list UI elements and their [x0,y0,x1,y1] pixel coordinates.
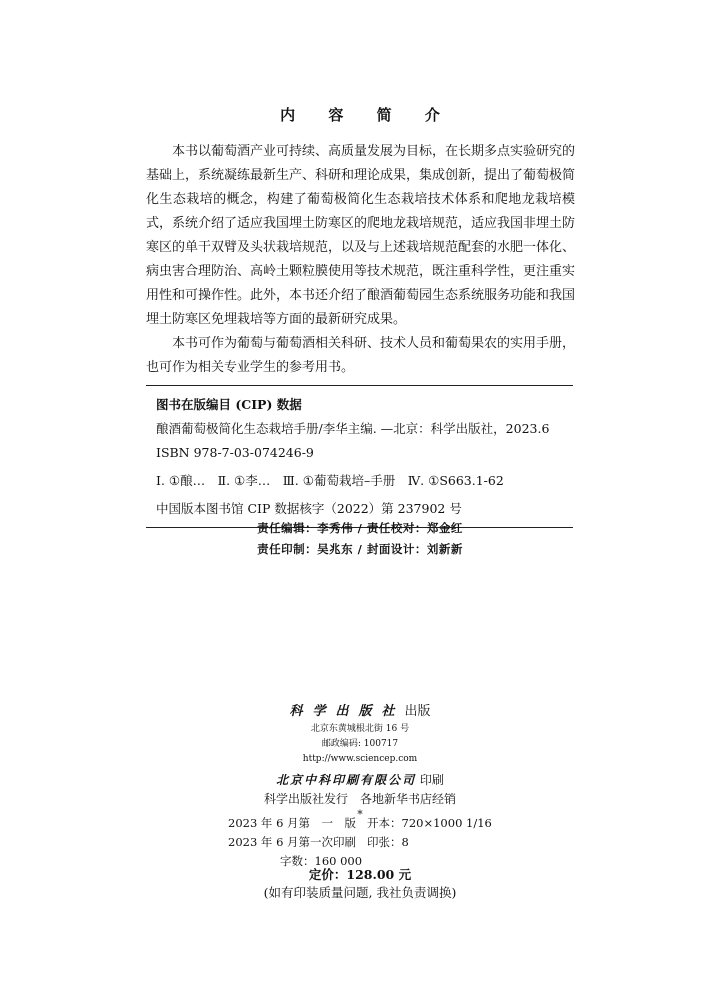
publisher-block [0,702,720,822]
separator-star: * [357,808,363,821]
quality-notice: (如有印装质量问题, 我社负责调换) [263,885,457,900]
cip-heading: 图书在版编目 (CIP) 数据 [156,397,302,412]
summary-section [146,140,575,380]
book-price: 定价：128.00 元 [308,867,412,882]
page-title: 内 容 简 介 [280,106,454,124]
publisher-line [0,702,720,722]
printer-line [0,770,720,790]
staff-credits-line-2: 责任印制：吴兆东 / 封面设计：刘新新 [257,542,463,556]
publisher-suffix: 出版 [404,704,431,719]
cip-record-number: 中国版本图书馆 CIP 数据核字（2022）第 237902 号 [156,501,462,516]
print-date: 2023 年 6 月第一次印刷 [228,835,357,849]
edition-row-2 [228,833,528,852]
price-block [0,866,720,902]
printer-name: 北京中科印刷有限公司 [276,773,417,787]
staff-credits [0,518,720,560]
distribution-line: 科学出版社发行 各地新华书店经销 [263,792,456,806]
publisher-logo-text: 科学出版社 [289,704,405,719]
edition-row-1 [228,814,528,833]
summary-paragraph-2: 本书可作为葡萄与葡萄酒相关科研、技术人员和葡萄果农的实用手册，也可作为相关专业学生的参考用书。 [146,336,576,375]
staff-credits-line-1: 责任编辑：李秀伟 / 责任校对：郑金红 [257,521,463,535]
cip-isbn: ISBN 978-7-03-074246-9 [156,445,314,460]
book-format: 开本：720×1000 1/16 [367,816,492,830]
print-sheets: 印张：8 [367,835,409,849]
summary-paragraph-1: 本书以葡萄酒产业可持续、高质量发展为目标，在长期多点实验研究的基础上，系统凝练最新生产、科研和理论成果，集成创新，提出了葡萄极简化生态栽培的概念，构建了葡萄极简化生态栽培技术体系和爬地龙栽培模式，系统介绍了适应我国埋土防寒区的爬地龙栽培规范，适应我国非埋土防寒区的单干双臂及头状栽培规范，以及与上述栽培规范配套的水肥一体化、病虫害合理防治、高岭土颗粒膜使用等技术规范，既注重科学性，更注重实用性和可操作性。此外，本书还介绍了酿酒葡萄园生态系统服务功能和我国埋土防寒区免埋栽培等方面的最新研究成果。 [146,144,576,327]
publisher-url: http://www.sciencep.com [302,754,418,764]
printer-suffix: 印刷 [419,773,444,787]
publisher-postcode: 邮政编码: 100717 [321,739,399,749]
word-count: 字数：160 000 [280,854,363,868]
cip-book-line: 酿酒葡萄极简化生态栽培手册/李华主编. —北京：科学出版社，2023.6 [156,421,550,436]
cip-classification: Ⅰ. ①酿… Ⅱ. ①李… Ⅲ. ①葡萄栽培–手册 Ⅳ. ①S663.1-62 [156,473,504,488]
cip-data-box [146,385,573,528]
edition-info [228,814,528,871]
edition-date: 2023 年 6 月第 一 版 [228,816,357,830]
publisher-address: 北京东黄城根北街 16 号 [310,724,410,734]
